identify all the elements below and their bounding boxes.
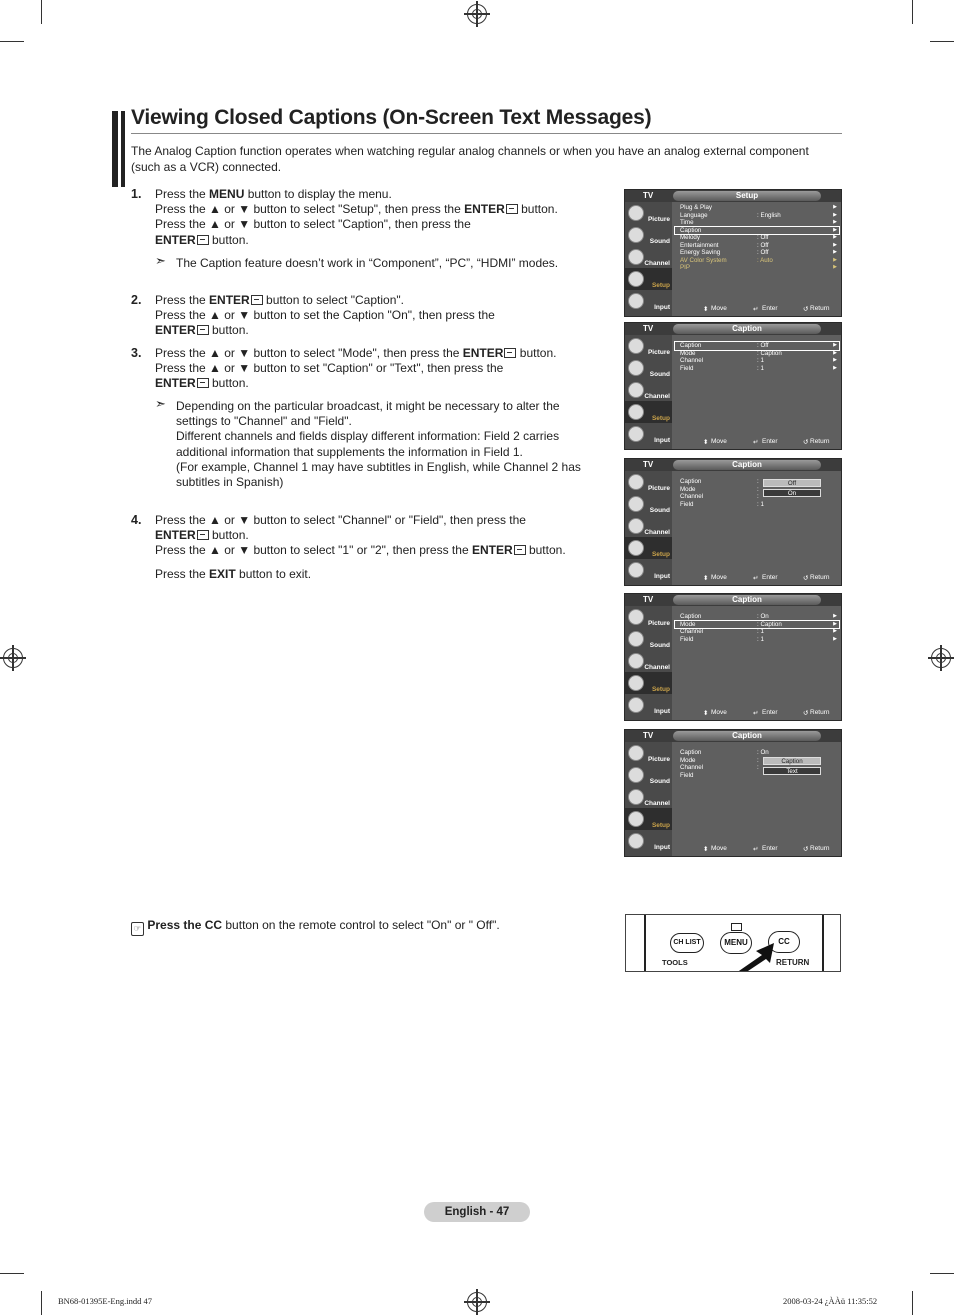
- arrow-right-icon: ▶: [833, 241, 837, 248]
- sidebar-item-label: Sound: [649, 642, 670, 649]
- sidebar-item-channel[interactable]: [625, 246, 672, 268]
- tv-sidebar: [625, 742, 672, 856]
- menu-item[interactable]: [675, 249, 839, 257]
- return-label: Return: [810, 709, 830, 716]
- menu-item-value: : Off: [757, 342, 769, 349]
- enter-icon: [506, 204, 518, 214]
- arrow-right-icon: ▶: [833, 264, 837, 270]
- menu-item[interactable]: [675, 365, 839, 373]
- arrow-right-icon: ▶: [833, 342, 837, 348]
- menu-button[interactable]: MENU: [720, 932, 752, 954]
- sidebar-item-label: Setup: [651, 282, 670, 289]
- intro-text: The Analog Caption function operates when watching regular analog channels or when you have an analog external component (such as a VCR) connected.: [131, 144, 809, 174]
- channel-icon: [628, 518, 644, 534]
- menu-item-value: : English: [757, 211, 781, 219]
- enter-icon: ↵: [753, 306, 759, 313]
- tv-sidebar: [625, 606, 672, 720]
- menu-item-label: Caption: [680, 478, 702, 485]
- enter-label: Enter: [762, 709, 778, 716]
- sidebar-item-picture[interactable]: [625, 471, 672, 493]
- menu-item-value: : 1: [757, 364, 764, 372]
- menu-item[interactable]: [675, 621, 839, 629]
- channel-icon: [628, 382, 644, 398]
- screen-footer: [673, 709, 841, 719]
- step-number: 1.: [131, 187, 142, 201]
- return-icon: ↺: [803, 439, 809, 446]
- sidebar-item-setup[interactable]: [625, 401, 672, 423]
- setup-icon: [628, 404, 644, 420]
- setup-icon: [628, 540, 644, 556]
- ch-list-button[interactable]: CH LIST: [670, 933, 704, 953]
- sidebar-item-label: Channel: [644, 529, 670, 536]
- enter-label: Enter: [762, 845, 778, 852]
- arrow-right-icon: ▶: [833, 613, 837, 619]
- enter-icon: ↵: [753, 439, 759, 446]
- sound-icon: [628, 767, 644, 783]
- sidebar-item-channel[interactable]: [625, 650, 672, 672]
- menu-item-value: :: [757, 485, 759, 493]
- sidebar-item-label: Channel: [644, 393, 670, 400]
- enter-icon: ↵: [753, 710, 759, 717]
- setup-icon: [628, 675, 644, 691]
- return-icon: ↺: [803, 575, 809, 582]
- move-label: Move: [711, 709, 727, 716]
- return-label: RETURN: [776, 958, 810, 967]
- option-item[interactable]: Text: [763, 767, 821, 775]
- arrow-right-icon: ▶: [833, 256, 837, 263]
- menu-icon: [731, 923, 742, 931]
- sidebar-item-input[interactable]: [625, 830, 672, 852]
- return-label: Return: [810, 305, 830, 312]
- sidebar-item-label: Picture: [647, 349, 670, 356]
- menu-item-label: Channel: [680, 493, 704, 500]
- menu-title: Caption: [732, 731, 762, 740]
- arrow-right-icon: ▶: [833, 349, 837, 356]
- arrow-right-icon: ▶: [833, 357, 837, 363]
- sidebar-item-channel[interactable]: [625, 379, 672, 401]
- print-timestamp: 2008-03-24 ¿ÀÀü 11:35:52: [783, 1296, 878, 1306]
- tv-sidebar: [625, 202, 672, 316]
- tv-screen-caption-2: [624, 458, 842, 586]
- input-icon: [628, 697, 644, 713]
- crop-mark: [930, 41, 954, 42]
- sidebar-item-setup[interactable]: [625, 537, 672, 559]
- enter-icon: [197, 235, 209, 245]
- registration-mark-icon: [467, 1292, 487, 1312]
- enter-label: Enter: [762, 438, 778, 445]
- menu-item-value: : Caption: [757, 349, 782, 357]
- setup-icon: [628, 811, 644, 827]
- move-icon: ⬍: [703, 710, 709, 717]
- menu-item-value: :: [757, 493, 759, 500]
- step-3: Press the ▲ or ▼ button to select "Mode", then press the ENTER button. Press the ▲ or ▼ button to set "Caption" or "Text", then press the ENTER button.: [155, 346, 557, 391]
- sidebar-item-label: Input: [654, 437, 670, 444]
- tv-label: TV: [643, 460, 654, 469]
- sidebar-item-label: Channel: [644, 664, 670, 671]
- pointer-arrow-icon: [726, 941, 778, 972]
- sidebar-item-label: Picture: [647, 485, 670, 492]
- sidebar-item-label: Sound: [649, 507, 670, 514]
- tv-screen-caption-4: [624, 729, 842, 857]
- tv-sidebar: [625, 335, 672, 449]
- setup-icon: [628, 271, 644, 287]
- menu-item[interactable]: [675, 204, 839, 212]
- channel-icon: [628, 249, 644, 265]
- input-icon: [628, 426, 644, 442]
- crop-mark: [41, 0, 42, 24]
- menu-item-value: : 1: [757, 357, 764, 364]
- sidebar-item-label: Setup: [651, 686, 670, 693]
- tv-label: TV: [643, 595, 654, 604]
- sidebar-item-label: Picture: [647, 620, 670, 627]
- menu-item-label: Entertainment: [680, 241, 719, 249]
- arrow-right-icon: ▶: [833, 226, 837, 233]
- enter-icon: [251, 295, 263, 305]
- menu-item[interactable]: [675, 257, 839, 265]
- cc-note: ☞ Press the CC button on the remote control to select "On" or " Off".: [131, 918, 611, 936]
- step-number: 2.: [131, 293, 142, 307]
- sidebar-item-setup[interactable]: [625, 808, 672, 830]
- menu-item-value: : Off: [757, 234, 769, 241]
- menu-item-value: : Caption: [757, 620, 782, 628]
- tv-label: TV: [643, 731, 654, 740]
- step-4: Press the ▲ or ▼ button to select "Channel" or "Field", then press the ENTER button. Press the ▲ or ▼ button to select "1" or "2", then press the ENTER button. Press the EXIT button to exit.: [155, 513, 566, 581]
- menu-item-value: :: [757, 756, 759, 764]
- registration-mark-icon: [3, 648, 23, 668]
- menu-item[interactable]: [675, 227, 839, 235]
- crop-mark: [912, 1291, 913, 1315]
- menu-item-value: :: [757, 764, 759, 771]
- enter-icon: [504, 348, 516, 358]
- arrow-right-icon: ▶: [833, 204, 837, 210]
- option-item[interactable]: Off: [763, 479, 821, 487]
- picture-icon: [628, 338, 644, 354]
- menu-item-label: Caption: [680, 342, 702, 349]
- sidebar-item-setup[interactable]: [625, 268, 672, 290]
- sidebar-item-label: Input: [654, 844, 670, 851]
- input-icon: [628, 833, 644, 849]
- sidebar-item-label: Setup: [651, 822, 670, 829]
- menu-item[interactable]: [675, 212, 839, 220]
- menu-title: Caption: [732, 595, 762, 604]
- menu-title: Setup: [735, 191, 759, 200]
- menu-item-label: Field: [680, 635, 694, 643]
- channel-icon: [628, 653, 644, 669]
- sidebar-item-picture[interactable]: [625, 202, 672, 224]
- arrow-right-icon: ▶: [833, 364, 837, 371]
- move-label: Move: [711, 845, 727, 852]
- step-1: Press the MENU button to display the menu. Press the ▲ or ▼ button to select "Setup", then press the ENTER button. Press the ▲ or ▼ button to select "Caption", then press the ENTER button.: [155, 187, 558, 247]
- menu-item-label: Caption: [680, 226, 702, 234]
- sidebar-item-label: Sound: [649, 238, 670, 245]
- tv-label: TV: [643, 324, 654, 333]
- menu-item-value: :: [757, 478, 759, 485]
- sound-icon: [628, 631, 644, 647]
- enter-icon: ↵: [753, 575, 759, 582]
- crop-mark: [0, 1273, 24, 1274]
- sidebar-item-label: Input: [654, 304, 670, 311]
- move-icon: ⬍: [703, 575, 709, 582]
- tools-label: TOOLS: [662, 958, 688, 967]
- screen-footer: [673, 438, 841, 448]
- crop-mark: [0, 41, 24, 42]
- menu-item-label: Mode: [680, 756, 696, 764]
- menu-item-label: Field: [680, 364, 694, 372]
- step-2: Press the ENTER button to select "Caption". Press the ▲ or ▼ button to set the Caption "On", then press the ENTER button.: [155, 293, 495, 338]
- menu-item[interactable]: [675, 264, 839, 272]
- arrow-right-icon: ▶: [833, 635, 837, 642]
- page-number-badge: English - 47: [424, 1202, 530, 1222]
- menu-item[interactable]: [675, 342, 839, 350]
- tv-sidebar: [625, 471, 672, 585]
- enter-icon: [197, 325, 209, 335]
- print-file-info: BN68-01395E-Eng.indd 47: [58, 1296, 152, 1306]
- enter-icon: [514, 545, 526, 555]
- sidebar-item-picture[interactable]: [625, 335, 672, 357]
- return-label: Return: [810, 845, 830, 852]
- channel-icon: [628, 789, 644, 805]
- arrow-right-icon: ▶: [833, 249, 837, 255]
- note-arrow-icon: ➣: [155, 396, 166, 411]
- option-item[interactable]: Caption: [763, 757, 821, 765]
- sidebar-item-sound[interactable]: [625, 764, 672, 786]
- menu-item-label: Channel: [680, 357, 704, 364]
- menu-item-label: Mode: [680, 620, 696, 628]
- menu-item-value: : Off: [757, 249, 769, 256]
- menu-list: [675, 608, 839, 643]
- sidebar-item-input[interactable]: [625, 423, 672, 445]
- menu-item-label: Field: [680, 771, 694, 779]
- menu-item[interactable]: [675, 350, 839, 358]
- registration-mark-icon: [467, 4, 487, 24]
- sidebar-item-label: Input: [654, 708, 670, 715]
- step-number: 3.: [131, 346, 142, 360]
- input-icon: [628, 562, 644, 578]
- menu-item[interactable]: [675, 628, 839, 636]
- remote-control-illustration: [625, 914, 841, 972]
- sidebar-item-sound[interactable]: [625, 224, 672, 246]
- step-1-note: The Caption feature doesn’t work in “Component”, “PC”, “HDMI” modes.: [176, 256, 559, 270]
- menu-item-value: : On: [757, 613, 769, 620]
- menu-item-value: : On: [757, 749, 769, 756]
- enter-icon: ↵: [753, 846, 759, 853]
- menu-item-value: : 1: [757, 500, 764, 508]
- picture-icon: [628, 609, 644, 625]
- menu-item-label: Field: [680, 500, 694, 508]
- arrow-right-icon: ▶: [833, 620, 837, 627]
- menu-list: [675, 337, 839, 372]
- menu-item[interactable]: [675, 234, 839, 242]
- menu-title: Caption: [732, 460, 762, 469]
- return-icon: ↺: [803, 846, 809, 853]
- menu-item-label: Language: [680, 211, 708, 219]
- menu-item-label: Melody: [680, 234, 700, 241]
- sidebar-item-channel[interactable]: [625, 515, 672, 537]
- tv-label: TV: [643, 191, 654, 200]
- menu-item[interactable]: [675, 357, 839, 365]
- menu-item-label: PIP: [680, 264, 690, 271]
- tv-screen-caption-1: [624, 322, 842, 450]
- sidebar-item-label: Input: [654, 573, 670, 580]
- step-3-note: Depending on the particular broadcast, it might be necessary to alter the settings to "Channel" and "Field". Different channels and fields display different information: Field 2 carries additional information that supplements the information in Field 1. (For example, Channel 1 may have subtitles in English, while Channel 2 has subtitles in Spanish): [176, 399, 581, 490]
- sidebar-item-picture[interactable]: [625, 742, 672, 764]
- crop-mark: [930, 1273, 954, 1274]
- move-icon: ⬍: [703, 306, 709, 313]
- tv-screen-caption-3: [624, 593, 842, 721]
- menu-list: [675, 473, 839, 508]
- arrow-right-icon: ▶: [833, 234, 837, 240]
- menu-item-value: : Auto: [757, 256, 773, 264]
- menu-item-label: Caption: [680, 749, 702, 756]
- menu-item-value: : 1: [757, 635, 764, 643]
- enter-label: Enter: [762, 305, 778, 312]
- sidebar-item-input[interactable]: [625, 694, 672, 716]
- menu-item-label: Mode: [680, 485, 696, 493]
- menu-item-value: : 1: [757, 628, 764, 635]
- move-label: Move: [711, 438, 727, 445]
- crop-mark: [912, 0, 913, 24]
- return-icon: ↺: [803, 306, 809, 313]
- option-item[interactable]: On: [763, 489, 821, 497]
- screen-footer: [673, 305, 841, 315]
- menu-item[interactable]: [675, 501, 839, 509]
- picture-icon: [628, 474, 644, 490]
- menu-item-label: AV Color System: [680, 256, 727, 264]
- picture-icon: [628, 745, 644, 761]
- menu-item[interactable]: [675, 749, 839, 757]
- sidebar-item-label: Picture: [647, 216, 670, 223]
- hand-remote-icon: ☞: [131, 922, 144, 936]
- menu-item-value: : Off: [757, 241, 769, 249]
- menu-item-label: Channel: [680, 628, 704, 635]
- menu-title: Caption: [732, 324, 762, 333]
- menu-item-label: Channel: [680, 764, 704, 771]
- menu-item[interactable]: [675, 242, 839, 250]
- menu-item[interactable]: [675, 636, 839, 644]
- menu-list: [675, 204, 839, 272]
- section-bar: [112, 111, 118, 187]
- screen-footer: [673, 845, 841, 855]
- menu-item-label: Time: [680, 219, 694, 226]
- cc-button[interactable]: CC: [768, 931, 800, 953]
- sound-icon: [628, 496, 644, 512]
- arrow-right-icon: ▶: [833, 211, 837, 218]
- move-label: Move: [711, 305, 727, 312]
- sidebar-item-input[interactable]: [625, 290, 672, 312]
- arrow-right-icon: ▶: [833, 628, 837, 634]
- move-icon: ⬍: [703, 439, 709, 446]
- return-icon: ↺: [803, 710, 809, 717]
- menu-item-label: Plug & Play: [680, 204, 712, 211]
- sidebar-item-label: Picture: [647, 756, 670, 763]
- section-bar: [121, 111, 125, 187]
- sidebar-item-sound[interactable]: [625, 628, 672, 650]
- sidebar-item-picture[interactable]: [625, 606, 672, 628]
- enter-icon: [197, 378, 209, 388]
- page-title: Viewing Closed Captions (On-Screen Text Messages): [131, 106, 652, 129]
- menu-item-label: Caption: [680, 613, 702, 620]
- sidebar-item-setup[interactable]: [625, 672, 672, 694]
- arrow-right-icon: ▶: [833, 219, 837, 225]
- enter-label: Enter: [762, 574, 778, 581]
- sidebar-item-label: Sound: [649, 371, 670, 378]
- sidebar-item-channel[interactable]: [625, 786, 672, 808]
- enter-icon: [197, 530, 209, 540]
- input-icon: [628, 293, 644, 309]
- menu-item-label: Mode: [680, 349, 696, 357]
- tv-screen-setup: [624, 189, 842, 317]
- picture-icon: [628, 205, 644, 221]
- sidebar-item-sound[interactable]: [625, 357, 672, 379]
- sidebar-item-input[interactable]: [625, 559, 672, 581]
- return-label: Return: [810, 574, 830, 581]
- move-label: Move: [711, 574, 727, 581]
- return-label: Return: [810, 438, 830, 445]
- title-rule: [131, 133, 842, 134]
- step-number: 4.: [131, 513, 142, 527]
- sidebar-item-label: Channel: [644, 260, 670, 267]
- note-arrow-icon: ➣: [155, 253, 166, 268]
- menu-item[interactable]: [675, 219, 839, 227]
- sidebar-item-label: Setup: [651, 551, 670, 558]
- sidebar-item-label: Sound: [649, 778, 670, 785]
- sidebar-item-label: Setup: [651, 415, 670, 422]
- sidebar-item-label: Channel: [644, 800, 670, 807]
- registration-mark-icon: [931, 648, 951, 668]
- sound-icon: [628, 360, 644, 376]
- sidebar-item-sound[interactable]: [625, 493, 672, 515]
- menu-item[interactable]: [675, 613, 839, 621]
- menu-item-label: Energy Saving: [680, 249, 721, 256]
- move-icon: ⬍: [703, 846, 709, 853]
- screen-footer: [673, 574, 841, 584]
- crop-mark: [41, 1291, 42, 1315]
- sound-icon: [628, 227, 644, 243]
